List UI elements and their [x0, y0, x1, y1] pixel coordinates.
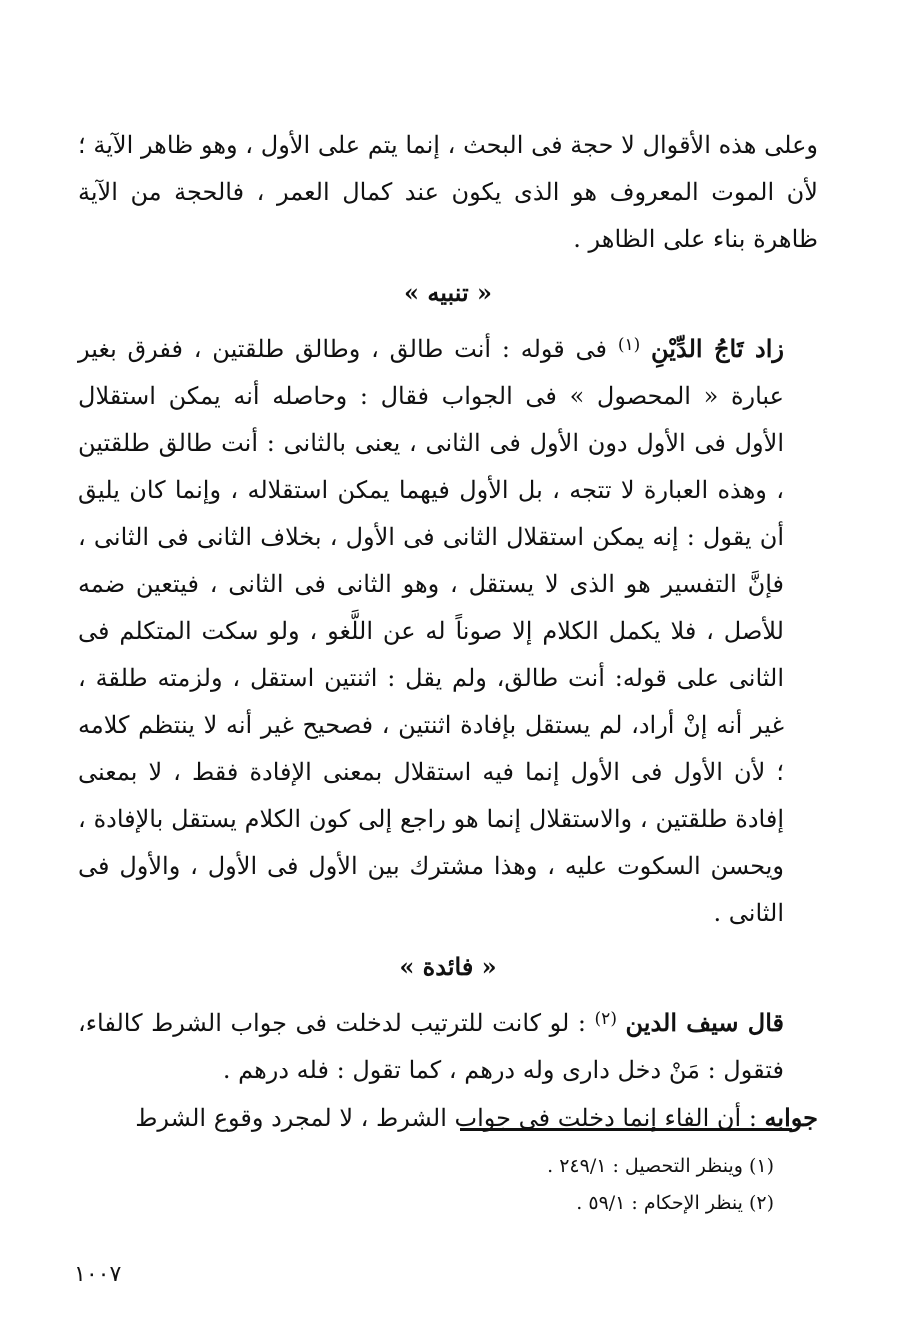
answer-label: جوابه	[764, 1103, 818, 1132]
page-number: ١٠٠٧	[74, 1262, 122, 1287]
paragraph-1: وعلى هذه الأقوال لا حجة فى البحث ، إنما يتم على الأول ، وهو ظاهر الآية ؛ لأن الموت المعروف هو الذى يكون عند كمال العمر ، فالحجة من الآية ظاهرة بناء على الظاهر .	[78, 131, 818, 253]
footnote-ref-1: (١)	[617, 335, 641, 355]
footnote-ref-2: (٢)	[594, 1009, 617, 1029]
footnote-2: (٢) ينظر الإحكام : ٥٩/١ .	[576, 1192, 774, 1214]
heading-tanbih: « تنبيه »	[404, 278, 492, 307]
paragraph-4-text: : أن الفاء إنما دخلت فى جواب الشرط ، لا لمجرد وقوع الشرط	[135, 1104, 757, 1132]
footnotes	[354, 1148, 774, 1222]
paragraph-2-text: فى قوله : أنت طالق ، وطالق طلقتين ، ففرق بغير عبارة « المحصول » فى الجواب فقال : وحاصله أنه يمكن استقلال الأول فى الأول دون الأول فى الثانى ، يعنى بالثانى : أنت طالق طلقتين ، وهذه العبارة لا تتجه ، بل الأول فيهما يمكن استقلاله ، وإنما كان يليق أن يقول : إنه يمكن استقلال الثانى فى الأول ، بخلاف الثانى فى الثانى ، فإنَّ التفسير هو الذى لا يستقل ، وهو الثانى فى الثانى ، فيتعين ضمه للأصل ، فلا يكمل الكلام إلا صوناً له عن اللَّغو ، ولو سكت المتكلم فى الثانى على قوله: أنت طالق، ولم يقل : اثنتين استقل ، ولزمته طلقة ، غير أنه إنْ أراد، لم يستقل بإفادة اثنتين ، فصحيح غير أنه لا ينتظم كلامه ؛ لأن الأول فى الأول إنما فيه استقلال بمعنى الإفادة فقط ، لا بمعنى إفادة طلقتين ، والاستقلال إنما هو راجع إلى كون الكلام يستقل بالإفادة ، ويحسن السكوت عليه ، وهذا مشترك بين الأول فى الأول ، والأول فى الثانى .	[78, 335, 785, 927]
paragraph-3	[78, 996, 818, 1094]
author-name-taj-al-din: زاد تَاجُ الدِّيْنِ	[651, 334, 784, 363]
paragraph-2	[78, 322, 818, 937]
page-body	[78, 122, 818, 1142]
footnote-1: (١) وينظر التحصيل : ٢٤٩/١ .	[547, 1155, 774, 1177]
footnote-separator	[460, 1128, 792, 1131]
author-name-sayf-al-din: قال سيف الدين	[625, 1008, 784, 1037]
paragraph-4	[78, 1094, 818, 1142]
paragraph-3-text: : لو كانت للترتيب لدخلت فى جواب الشرط كالفاء، فتقول : مَنْ دخل دارى وله درهم ، كما تقول : فله درهم .	[78, 1009, 784, 1084]
heading-faida: « فائدة »	[399, 952, 497, 981]
